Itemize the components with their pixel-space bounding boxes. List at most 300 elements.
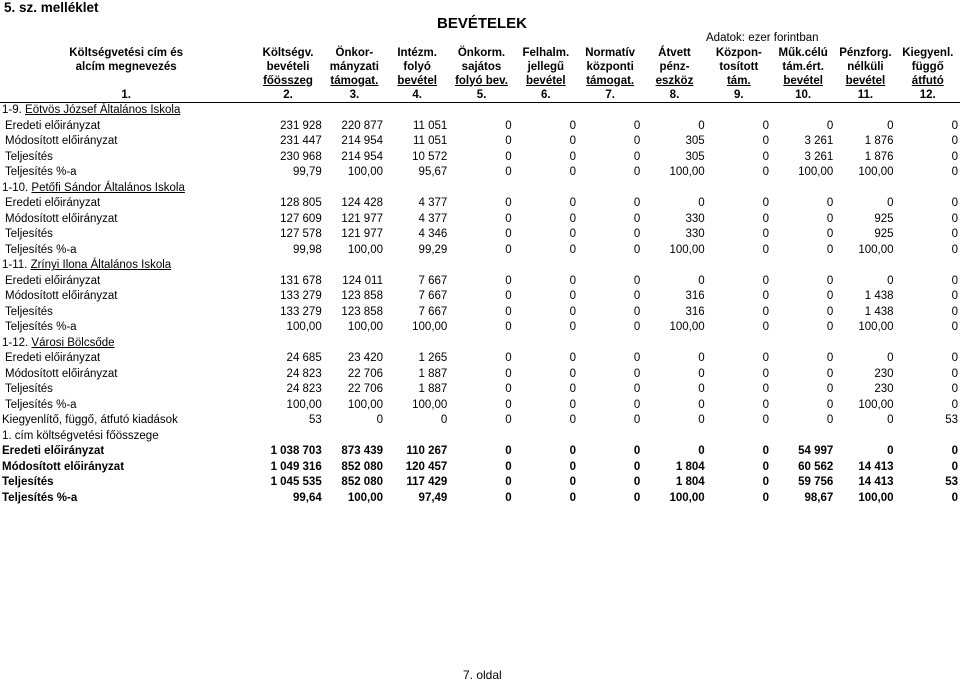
value-cell: 0	[569, 274, 576, 287]
value-cell: 316	[685, 290, 705, 303]
value-cell: 0	[698, 398, 705, 411]
value-cell: 98,67	[804, 491, 834, 504]
value-cell: 220 877	[341, 119, 383, 132]
value-cell: 0	[762, 476, 769, 489]
value-cell: 14 413	[858, 476, 894, 489]
table-row	[0, 351, 960, 367]
value-cell: 0	[698, 445, 705, 458]
value-cell: 53	[945, 414, 958, 427]
row-label: Eredeti előirányzat	[5, 119, 101, 132]
value-cell: 0	[887, 274, 894, 287]
section-heading	[0, 181, 960, 197]
column-index: 11.	[835, 88, 895, 103]
column-index: 9.	[707, 88, 771, 103]
header-cell: tosított	[719, 60, 759, 73]
header-cell: Normatív	[585, 46, 636, 59]
value-cell: 0	[951, 135, 958, 148]
header-label-cell: Költségvetési cím és	[69, 46, 184, 59]
value-cell: 121 977	[341, 212, 383, 225]
header-label-cell	[0, 74, 252, 88]
value-cell: 0	[698, 367, 705, 380]
value-cell: 214 954	[341, 150, 383, 163]
value-cell: 0	[762, 352, 769, 365]
value-cell: 124 428	[341, 197, 383, 210]
value-cell: 0	[826, 228, 834, 241]
header-row	[0, 46, 960, 60]
value-cell: 100,00	[412, 321, 448, 334]
value-cell: 1 049 316	[270, 460, 322, 473]
header-cell: sajátos	[461, 60, 502, 73]
value-cell: 0	[951, 383, 958, 396]
table-row	[0, 196, 960, 212]
value-cell: 123 858	[341, 305, 383, 318]
value-cell: 0	[569, 212, 576, 225]
header-cell: folyó	[403, 60, 431, 73]
row-label: Módosított előirányzat	[5, 135, 118, 148]
value-cell: 128 805	[280, 197, 322, 210]
section-name: Városi Bölcsőde	[31, 336, 115, 349]
value-cell: 0	[762, 150, 769, 163]
value-cell: 59 756	[798, 476, 834, 489]
value-cell: 0	[505, 414, 512, 427]
value-cell: 0	[762, 414, 769, 427]
row-label: Módosított előirányzat	[5, 212, 118, 225]
table-row	[0, 475, 960, 491]
value-cell: 0	[762, 321, 769, 334]
value-cell: 133 279	[280, 305, 322, 318]
value-cell: 0	[569, 445, 576, 458]
header-cell: bevétel	[397, 74, 437, 87]
value-cell: 0	[951, 290, 958, 303]
value-cell: 7 667	[418, 290, 448, 303]
value-cell: 3 261	[804, 135, 834, 148]
header-cell: bevétel	[845, 74, 886, 87]
value-cell: 53	[945, 476, 958, 489]
header-cell: jellegű	[527, 60, 565, 73]
value-cell: 0	[762, 445, 769, 458]
value-cell: 0	[951, 321, 958, 334]
value-cell: 0	[826, 290, 834, 303]
value-cell: 0	[505, 150, 512, 163]
section-code: 1-10.	[2, 181, 29, 194]
value-cell: 0	[633, 150, 641, 163]
value-cell: 97,49	[418, 491, 448, 504]
value-cell: 0	[569, 383, 576, 396]
table-row	[0, 103, 960, 119]
header-cell: Önkorm.	[457, 46, 506, 59]
value-cell: 124 011	[342, 274, 383, 287]
value-cell: 0	[505, 383, 512, 396]
value-cell: 0	[569, 491, 576, 504]
value-cell: 1 887	[418, 367, 448, 380]
row-label: Teljesítés %-a	[5, 321, 77, 334]
value-cell: 214 954	[341, 135, 383, 148]
header-cell: Önkor-	[335, 46, 374, 59]
value-cell: 0	[698, 414, 705, 427]
header-cell: központi	[586, 60, 634, 73]
value-cell: 0	[887, 414, 894, 427]
value-cell: 1 438	[864, 305, 894, 318]
value-cell: 1 038 703	[270, 445, 322, 458]
header-row	[0, 74, 960, 88]
value-cell: 0	[505, 212, 512, 225]
value-cell: 0	[951, 305, 958, 318]
table-row	[0, 134, 960, 150]
value-cell: 873 439	[341, 445, 383, 458]
value-cell: 10 572	[412, 150, 448, 163]
value-cell: 22 706	[347, 383, 383, 396]
value-cell: 0	[826, 274, 834, 287]
value-cell: 0	[826, 321, 834, 334]
value-cell: 100,00	[286, 398, 322, 411]
table-row	[0, 460, 960, 476]
table-row	[0, 367, 960, 383]
column-index: 7.	[578, 88, 642, 103]
summary-heading: 1. cím költségvetési főösszege	[2, 429, 159, 442]
value-cell: 0	[505, 228, 512, 241]
table-row	[0, 119, 960, 135]
main-title: BEVÉTELEK	[437, 15, 528, 32]
value-cell: 0	[569, 166, 576, 179]
section-heading	[0, 258, 960, 274]
table-row	[0, 274, 960, 290]
value-cell: 121 977	[341, 228, 383, 241]
value-cell: 0	[951, 352, 958, 365]
table-row	[0, 382, 960, 398]
value-cell: 131 678	[280, 274, 322, 287]
value-cell: 0	[762, 166, 769, 179]
value-cell: 0	[505, 476, 512, 489]
value-cell: 0	[633, 321, 641, 334]
header-cell: Felhalm.	[522, 46, 570, 59]
value-cell: 0	[505, 491, 512, 504]
value-cell: 0	[762, 135, 769, 148]
value-cell: 0	[826, 383, 834, 396]
table-row	[0, 150, 960, 166]
value-cell: 230	[874, 383, 894, 396]
row-label: Teljesítés %-a	[5, 398, 77, 411]
value-cell: 231 928	[280, 119, 322, 132]
value-cell: 100,00	[347, 166, 383, 179]
value-cell: 100,00	[669, 166, 705, 179]
value-cell: 230	[874, 367, 894, 380]
value-cell: 0	[762, 274, 769, 287]
units-note: Adatok: ezer forintban	[706, 32, 819, 44]
value-cell: 0	[569, 228, 576, 241]
value-cell: 0	[569, 150, 576, 163]
value-cell: 0	[762, 491, 769, 504]
header-index-row	[0, 88, 960, 103]
value-cell: 0	[569, 414, 576, 427]
row-label: Teljesítés	[5, 228, 53, 241]
value-cell: 0	[951, 460, 958, 473]
row-label: Teljesítés	[5, 150, 53, 163]
row-label: Teljesítés %-a	[2, 491, 78, 504]
value-cell: 100,00	[347, 243, 383, 256]
value-cell: 0	[762, 290, 769, 303]
value-cell: 0	[505, 398, 512, 411]
value-cell: 0	[633, 290, 641, 303]
column-index: 3.	[324, 88, 385, 103]
value-cell: 1 876	[864, 150, 894, 163]
column-index: 10.	[771, 88, 835, 103]
value-cell: 133 279	[280, 290, 322, 303]
value-cell: 0	[951, 166, 958, 179]
header-cell: tám.	[726, 74, 751, 87]
value-cell: 0	[633, 414, 641, 427]
table-row	[0, 413, 960, 429]
value-cell: 54 997	[798, 445, 834, 458]
value-cell: 7 667	[418, 274, 448, 287]
value-cell: 0	[951, 491, 958, 504]
value-cell: 0	[569, 367, 576, 380]
value-cell: 0	[951, 197, 958, 210]
value-cell: 0	[633, 243, 641, 256]
table-row	[0, 491, 960, 507]
value-cell: 0	[505, 197, 512, 210]
value-cell: 11 051	[413, 119, 448, 132]
value-cell: 0	[951, 212, 958, 225]
table-row	[0, 336, 960, 352]
value-cell: 0	[569, 197, 576, 210]
column-index: 12.	[896, 88, 960, 103]
value-cell: 0	[887, 352, 894, 365]
table-header	[0, 46, 960, 103]
header-cell: mányzati	[329, 60, 379, 73]
column-index: 4.	[385, 88, 449, 103]
table-row	[0, 429, 960, 445]
header-cell: átfutó	[911, 74, 944, 87]
header-cell: nélküli	[847, 60, 884, 73]
table-row	[0, 212, 960, 228]
value-cell: 120 457	[405, 460, 448, 473]
column-index: 8.	[642, 88, 706, 103]
value-cell: 99,79	[292, 166, 322, 179]
value-cell: 0	[505, 243, 512, 256]
row-label: Eredeti előirányzat	[5, 197, 101, 210]
value-cell: 0	[762, 383, 769, 396]
value-cell: 0	[633, 305, 641, 318]
value-cell: 0	[505, 321, 512, 334]
table-row	[0, 305, 960, 321]
value-cell: 0	[826, 305, 834, 318]
section-heading	[0, 103, 960, 119]
row-label: Teljesítés	[2, 476, 54, 489]
value-cell: 60 562	[798, 460, 834, 473]
value-cell: 0	[633, 197, 641, 210]
value-cell: 0	[762, 305, 769, 318]
value-cell: 852 080	[341, 460, 383, 473]
value-cell: 0	[762, 197, 769, 210]
table-row	[0, 181, 960, 197]
value-cell: 0	[505, 305, 512, 318]
value-cell: 14 413	[858, 460, 894, 473]
value-cell: 0	[633, 398, 641, 411]
column-index: 2.	[252, 88, 323, 103]
header-cell: Pénzforg.	[839, 46, 892, 59]
value-cell: 127 609	[280, 212, 322, 225]
value-cell: 0	[633, 383, 641, 396]
value-cell: 110 267	[406, 445, 448, 458]
value-cell: 100,00	[412, 398, 448, 411]
value-cell: 100,00	[798, 166, 834, 179]
table-row	[0, 227, 960, 243]
header-cell: eszköz	[655, 74, 694, 87]
value-cell: 0	[505, 445, 512, 458]
value-cell: 0	[633, 352, 641, 365]
value-cell: 925	[874, 228, 894, 241]
value-cell: 4 346	[418, 228, 448, 241]
value-cell: 0	[698, 197, 705, 210]
value-cell: 0	[826, 119, 834, 132]
value-cell: 0	[569, 290, 576, 303]
value-cell: 1 045 535	[270, 476, 322, 489]
header-cell: támogat.	[586, 74, 635, 87]
table-body	[0, 103, 960, 507]
value-cell: 925	[874, 212, 894, 225]
row-label: Módosított előirányzat	[5, 367, 118, 380]
value-cell: 0	[505, 367, 512, 380]
value-cell: 95,67	[418, 166, 448, 179]
value-cell: 0	[826, 398, 834, 411]
row-label: Kiegyenlítő, függő, átfutó kiadások	[2, 414, 178, 427]
value-cell: 305	[685, 150, 705, 163]
value-cell: 231 447	[280, 135, 322, 148]
value-cell: 0	[762, 398, 769, 411]
value-cell: 0	[951, 243, 958, 256]
header-cell: folyó bev.	[455, 74, 508, 87]
value-cell: 0	[440, 414, 448, 427]
value-cell: 0	[505, 135, 512, 148]
value-cell: 0	[698, 352, 705, 365]
section-code: 1-12.	[2, 336, 29, 349]
header-cell: Átvett	[658, 46, 691, 59]
row-label: Eredeti előirányzat	[5, 274, 101, 287]
revenue-table	[0, 46, 960, 506]
value-cell: 0	[762, 367, 769, 380]
value-cell: 0	[633, 476, 641, 489]
header-cell: Közpon-	[715, 46, 762, 59]
value-cell: 0	[569, 352, 576, 365]
value-cell: 0	[633, 445, 641, 458]
row-label: Módosított előirányzat	[2, 460, 125, 473]
value-cell: 0	[633, 367, 641, 380]
value-cell: 0	[951, 119, 958, 132]
header-cell: Kiegyenl.	[902, 46, 954, 59]
value-cell: 316	[685, 305, 705, 318]
value-cell: 0	[762, 243, 769, 256]
value-cell: 0	[505, 119, 512, 132]
value-cell: 99,98	[292, 243, 322, 256]
column-index: 1.	[0, 88, 252, 103]
row-label: Eredeti előirányzat	[2, 445, 105, 458]
value-cell: 0	[505, 274, 512, 287]
header-cell: bevételi	[266, 60, 310, 73]
header-row	[0, 60, 960, 74]
value-cell: 100,00	[669, 243, 705, 256]
header-cell: Költségv.	[262, 46, 314, 59]
value-cell: 0	[698, 274, 705, 287]
table-row	[0, 444, 960, 460]
header-label-cell: alcím megnevezés	[75, 60, 177, 73]
value-cell: 0	[826, 352, 834, 365]
value-cell: 4 377	[418, 212, 448, 225]
section-heading	[0, 336, 960, 352]
value-cell: 305	[685, 135, 705, 148]
value-cell: 1 265	[418, 352, 448, 365]
value-cell: 0	[762, 228, 769, 241]
value-cell: 0	[633, 166, 641, 179]
header-cell: függő	[911, 60, 944, 73]
value-cell: 24 823	[286, 367, 322, 380]
value-cell: 0	[698, 383, 705, 396]
value-cell: 1 876	[864, 135, 894, 148]
value-cell: 100,00	[347, 398, 383, 411]
column-index: 6.	[514, 88, 578, 103]
value-cell: 1 804	[675, 460, 705, 473]
value-cell: 0	[826, 243, 834, 256]
value-cell: 0	[951, 367, 958, 380]
value-cell: 0	[376, 414, 383, 427]
value-cell: 0	[569, 119, 576, 132]
page-number: 7. oldal	[463, 668, 502, 682]
value-cell: 0	[826, 197, 834, 210]
annex-title: 5. sz. melléklet	[4, 0, 99, 15]
header-cell: támogat.	[330, 74, 379, 87]
value-cell: 4 377	[418, 197, 448, 210]
value-cell: 330	[685, 212, 705, 225]
value-cell: 100,00	[858, 491, 894, 504]
section-code: 1-9.	[2, 104, 22, 117]
value-cell: 1 887	[418, 383, 448, 396]
value-cell: 0	[569, 135, 576, 148]
value-cell: 100,00	[347, 321, 383, 334]
row-label: Módosított előirányzat	[5, 290, 118, 303]
value-cell: 0	[887, 197, 894, 210]
value-cell: 0	[569, 243, 576, 256]
value-cell: 11 051	[413, 135, 448, 148]
table-row	[0, 398, 960, 414]
value-cell: 0	[569, 321, 576, 334]
value-cell: 0	[826, 367, 834, 380]
value-cell: 0	[951, 398, 958, 411]
header-cell: pénz-	[659, 60, 690, 73]
value-cell: 852 080	[341, 476, 383, 489]
header-cell: tám.ért.	[782, 60, 824, 73]
value-cell: 0	[633, 491, 641, 504]
row-label: Eredeti előirányzat	[5, 352, 101, 365]
row-label: Teljesítés	[5, 383, 53, 396]
value-cell: 100,00	[858, 243, 894, 256]
table-row	[0, 320, 960, 336]
value-cell: 24 685	[286, 352, 322, 365]
header-cell: főösszeg	[263, 74, 313, 87]
value-cell: 100,00	[858, 321, 894, 334]
value-cell: 0	[569, 476, 576, 489]
table-row	[0, 289, 960, 305]
header-cell: Műk.célú	[778, 46, 828, 59]
value-cell: 53	[308, 414, 322, 427]
value-cell: 0	[951, 228, 958, 241]
value-cell: 3 261	[804, 150, 834, 163]
value-cell: 0	[951, 150, 958, 163]
header-cell: Intézm.	[397, 46, 437, 59]
section-name: Eötvös József Általános Iskola	[25, 104, 181, 117]
value-cell: 0	[951, 445, 958, 458]
value-cell: 0	[826, 414, 834, 427]
value-cell: 99,29	[418, 243, 448, 256]
value-cell: 0	[887, 119, 894, 132]
